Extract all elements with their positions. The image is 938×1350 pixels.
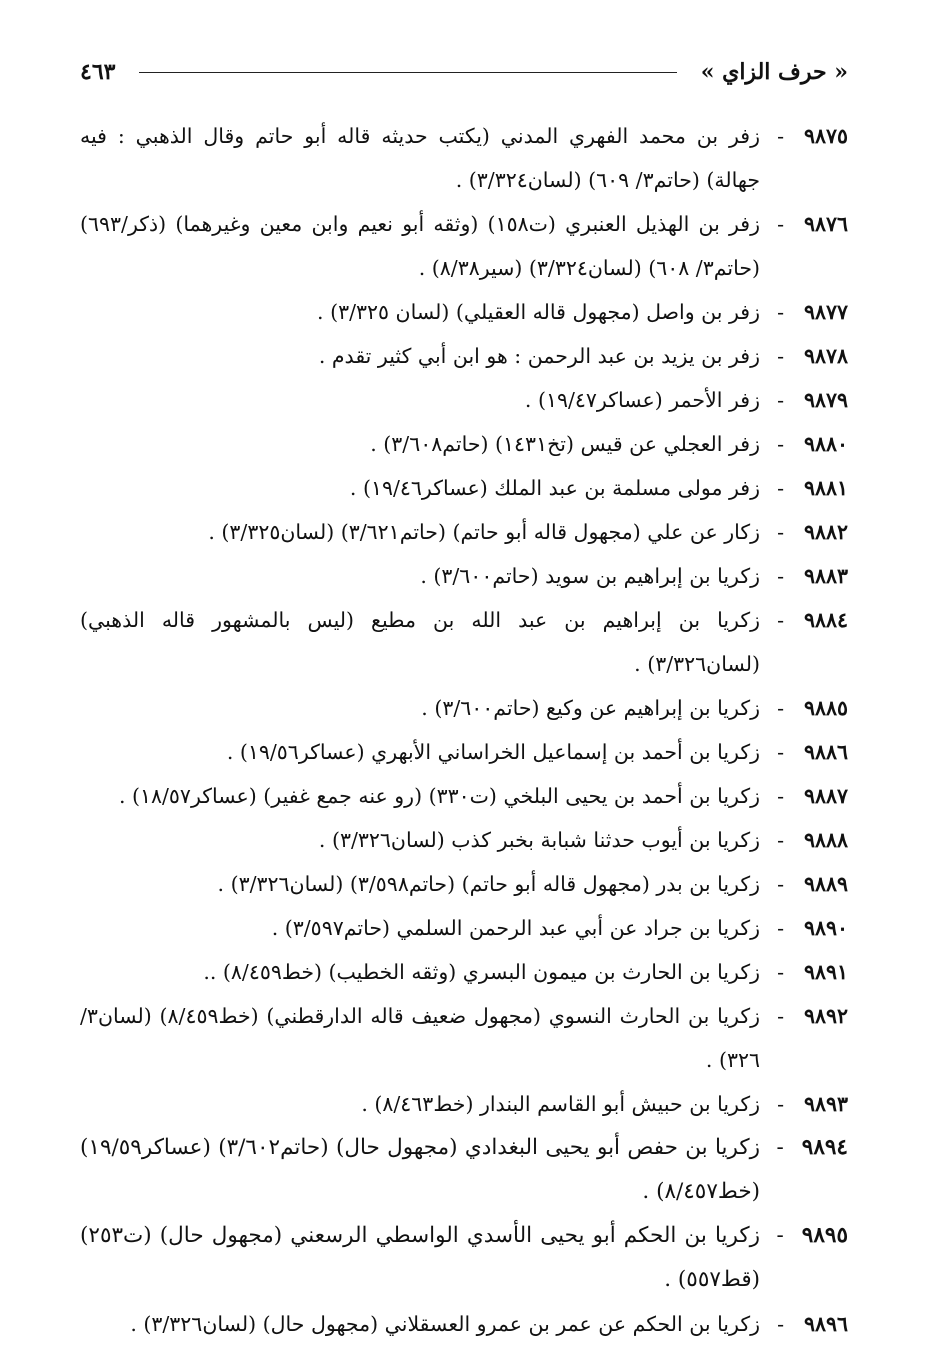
entry-dash: - [777,608,784,632]
entry-number: ٩٨٩٤ [801,1135,848,1160]
entry-number: ٩٨٩٣ [803,1092,848,1116]
list-item [80,334,848,378]
entry-dash: - [777,696,784,720]
entry-number: ٩٨٧٩ [803,388,848,412]
entry-number: ٩٨٨٧ [803,784,848,808]
list-item [80,1126,848,1214]
list-item [80,202,848,290]
entry-text: زكريا بن إبراهيم عن وكيع (حاتم٣/٦٠٠) . [421,696,760,720]
running-header [80,50,848,94]
list-item [80,422,848,466]
list-item [80,950,848,994]
entry-number: ٩٨٨٣ [803,564,848,588]
entry-text: زكار عن علي (مجهول قاله أبو حاتم) (حاتم٣/٦٢١) (لسان٣/٣٢٥) . [208,520,760,544]
entry-text: زكريا بن الحارث النسوي (مجهول ضعيف قاله الدارقطني) (خط٨/٤٥٩) (لسان٣/ ٣٢٦) . [80,1004,760,1072]
entry-list [80,114,848,1346]
entry-number: ٩٨٨٥ [803,696,848,720]
entry-text: زفر بن يزيد بن عبد الرحمن : هو ابن أبي كثير تقدم . [318,344,760,368]
entry-number: ٩٨٩٢ [803,1004,848,1028]
entry-text: زفر العجلي عن قيس (تخ١٤٣١) (حاتم٣/٦٠٨) . [370,432,760,456]
entry-text: زكريا بن بدر (مجهول قاله أبو حاتم) (حاتم٣/٥٩٨) (لسان٣/٣٢٦) . [217,872,760,896]
entry-number: ٩٨٧٧ [803,300,848,324]
entry-number: ٩٨٨٠ [803,432,848,456]
entry-dash: - [776,1135,784,1160]
entry-text: زكريا بن إبراهيم بن سويد (حاتم٣/٦٠٠) . [420,564,760,588]
entry-number: ٩٨٩١ [803,960,848,984]
chapter-title: « حرف الزاي » [700,59,848,85]
list-item [80,862,848,906]
list-item [80,554,848,598]
entry-number: ٩٨٨٨ [803,828,848,852]
entry-dash: - [777,872,784,896]
entry-dash: - [777,212,784,236]
list-item [80,114,848,202]
list-item [80,906,848,950]
entry-text: زكريا بن أيوب حدثنا شبابة بخبر كذب (لسان٣/٣٢٦) . [318,828,760,852]
entry-dash: - [777,1004,784,1028]
list-item [80,818,848,862]
entry-text: زفر بن واصل (مجهول قاله العقيلي) (لسان ٣/٣٢٥) . [317,300,760,324]
entry-number: ٩٨٨١ [803,476,848,500]
page-number: ٤٦٣ [80,59,116,85]
entry-number: ٩٨٧٦ [803,212,848,236]
document-page [80,50,848,1346]
entry-number: ٩٨٩٥ [801,1223,848,1248]
entry-text: زكريا بن أحمد بن يحيى البلخي (ت٣٣٠) (رو عنه جمع غفير) (عساكر١٨/٥٧) . [118,784,760,808]
entry-number: ٩٨٨٦ [803,740,848,764]
list-item [80,1082,848,1126]
list-item [80,774,848,818]
entry-dash: - [777,740,784,764]
entry-text: زكريا بن حبيش أبو القاسم البندار (خط٨/٤٦٣) . [361,1092,760,1116]
entry-text: زكريا بن الحارث بن ميمون البسري (وثقه الخطيب) (خط٨/٤٥٩) .. [203,960,760,984]
entry-dash: - [777,960,784,984]
list-item [80,290,848,334]
entry-dash: - [777,476,784,500]
entry-dash: - [777,784,784,808]
list-item [80,1302,848,1346]
entry-dash: - [776,1223,784,1248]
entry-dash: - [777,388,784,412]
entry-number: ٩٨٧٥ [803,124,848,148]
entry-text: زفر بن محمد الفهري المدني (يكتب حديثه قاله أبو حاتم وقال الذهبي : فيه جهالة) (حاتم٣/ ٦٠٩) (لسان٣/٣٢٤) . [80,124,760,192]
entry-dash: - [777,564,784,588]
entry-number: ٩٨٩٠ [803,916,848,940]
entry-text: زفر الأحمر (عساكر١٩/٤٧) . [524,388,760,412]
header-rule [139,72,676,73]
entry-number: ٩٨٨٢ [803,520,848,544]
entry-dash: - [777,344,784,368]
list-item [80,598,848,686]
entry-text: زكريا بن الحكم عن عمر بن عمرو العسقلاني (مجهول حال) (لسان٣/٣٢٦) . [130,1312,760,1336]
entry-text: زكريا بن إبراهيم بن عبد الله بن مطيع (ليس بالمشهور قاله الذهبي) (لسان٣/٣٢٦) . [80,608,760,676]
list-item [80,378,848,422]
entry-dash: - [777,916,784,940]
entry-text: زفر بن الهذيل العنبري (ت١٥٨) (وثقه أبو نعيم وابن معين وغيرهما) (ذكر/٦٩٣) (حاتم٣/ ٦٠٨) (لسان٣/٣٢٤) (سير٨/٣٨) . [80,212,760,280]
entry-text: زفر مولى مسلمة بن عبد الملك (عساكر١٩/٤٦) . [349,476,760,500]
list-item [80,466,848,510]
entry-number: ٩٨٩٦ [803,1312,848,1336]
entry-dash: - [777,1092,784,1116]
entry-dash: - [777,124,784,148]
entry-dash: - [777,828,784,852]
entry-text: زكريا بن جراد عن أبي عبد الرحمن السلمي (حاتم٣/٥٩٧) . [271,916,760,940]
entry-dash: - [777,1312,784,1336]
list-item [80,1214,848,1302]
entry-dash: - [777,432,784,456]
entry-number: ٩٨٨٩ [803,872,848,896]
entry-dash: - [777,520,784,544]
list-item [80,510,848,554]
entry-text: زكريا بن حفص أبو يحيى البغدادي (مجهول حال) (حاتم٣/٦٠٢) (عساكر١٩/٥٩) (خط٨/٤٥٧) . [80,1135,760,1204]
entry-text: زكريا بن الحكم أبو يحيى الأسدي الواسطي الرسعني (مجهول حال) (ت٢٥٣) (قط٥٥٧) . [80,1223,760,1292]
list-item [80,730,848,774]
entry-number: ٩٨٧٨ [803,344,848,368]
entry-number: ٩٨٨٤ [803,608,848,632]
list-item [80,686,848,730]
list-item [80,994,848,1082]
entry-text: زكريا بن أحمد بن إسماعيل الخراساني الأبهري (عساكر١٩/٥٦) . [226,740,760,764]
entry-dash: - [777,300,784,324]
